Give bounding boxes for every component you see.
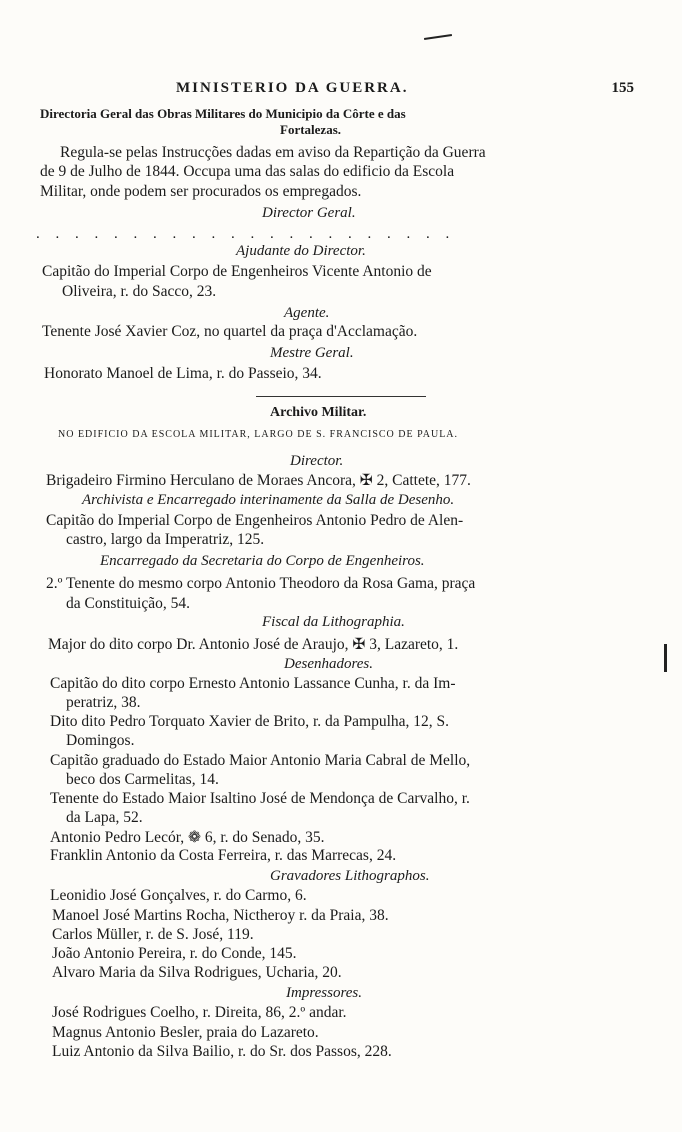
entry-text: Brigadeiro Firmino Herculano de Moraes Ancora, ✠ 2, Cattete, 177. (46, 472, 471, 489)
header-title: MINISTERIO DA GUERRA. (176, 80, 409, 96)
role-heading: Archivista e Encarregado interinamente da Salla de Desenho. (82, 492, 455, 508)
entry-text: Capitão graduado do Estado Maior Antonio Maria Cabral de Mello, (50, 752, 471, 769)
entry-text: João Antonio Pereira, r. do Conde, 145. (52, 945, 297, 962)
entry-text: José Rodrigues Coelho, r. Direita, 86, 2.º andar. (52, 1004, 347, 1021)
entry-text: Major do dito corpo Dr. Antonio José de Araujo, ✠ 3, Lazareto, 1. (48, 636, 459, 653)
role-heading: Ajudante do Director. (236, 243, 366, 259)
intro-text: de 9 de Julho de 1844. Occupa uma das salas do edificio da Escola (40, 163, 455, 180)
entry-text: Leonidio José Gonçalves, r. do Carmo, 6. (50, 887, 307, 904)
entry-text: Honorato Manoel de Lima, r. do Passeio, 34. (44, 365, 322, 382)
role-heading: Agente. (284, 305, 330, 321)
ink-scratch (424, 34, 452, 40)
entry-text: Dito dito Pedro Torquato Xavier de Brito, r. da Pampulha, 12, S. (50, 713, 449, 730)
entry-text: beco dos Carmelitas, 14. (66, 771, 219, 788)
role-heading: Encarregado da Secretaria do Corpo de Engenheiros. (100, 553, 425, 569)
intro-text: Militar, onde podem ser procurados os empregados. (40, 183, 362, 200)
entry-text: 2.º Tenente do mesmo corpo Antonio Theodoro da Rosa Gama, praça (46, 575, 476, 592)
role-heading: Director. (290, 453, 344, 469)
entry-text: Tenente do Estado Maior Isaltino José de Mendonça de Carvalho, r. (50, 790, 470, 807)
running-header (36, 80, 634, 100)
role-heading: Director Geral. (262, 205, 356, 221)
location-line: NO EDIFICIO DA ESCOLA MILITAR, LARGO DE S. FRANCISCO DE PAULA. (58, 429, 459, 440)
role-heading: Gravadores Lithographos. (270, 868, 430, 884)
entry-text: da Lapa, 52. (66, 809, 143, 826)
section-title: Directoria Geral das Obras Militares do Municipio da Côrte e das (40, 106, 406, 121)
margin-ink-mark (664, 644, 667, 672)
intro-text: Regula-se pelas Instrucções dadas em aviso da Repartição da Guerra (60, 144, 486, 161)
section-title-cont: Fortalezas. (280, 122, 342, 137)
role-heading: Fiscal da Lithographia. (262, 614, 405, 630)
entry-text: Manoel José Martins Rocha, Nictheroy r. da Praia, 38. (52, 907, 389, 924)
ellipsis-row: . . . . . . . . . . . . . . . . . . . . . . (36, 226, 456, 242)
role-heading: Impressores. (286, 985, 362, 1001)
entry-text: Antonio Pedro Lecór, ❁ 6, r. do Senado, 35. (50, 829, 325, 846)
entry-text: Magnus Antonio Besler, praia do Lazareto. (52, 1024, 319, 1041)
role-heading: Desenhadores. (284, 656, 374, 672)
entry-text: peratriz, 38. (66, 694, 141, 711)
section-divider (256, 396, 426, 397)
role-heading: Mestre Geral. (270, 345, 354, 361)
entry-text: Carlos Müller, r. de S. José, 119. (52, 926, 254, 943)
section-title: Archivo Militar. (270, 405, 367, 420)
entry-text: Capitão do Imperial Corpo de Engenheiros Vicente Antonio de (42, 263, 432, 280)
entry-text: Tenente José Xavier Coz, no quartel da praça d'Acclamação. (42, 323, 418, 340)
entry-text: Alvaro Maria da Silva Rodrigues, Ucharia, 20. (52, 964, 342, 981)
entry-text: Domingos. (66, 732, 135, 749)
entry-text: da Constituição, 54. (66, 595, 190, 612)
page-number: 155 (611, 80, 634, 96)
entry-text: Oliveira, r. do Sacco, 23. (62, 283, 217, 300)
entry-text: Capitão do Imperial Corpo de Engenheiros Antonio Pedro de Alen- (46, 512, 464, 529)
entry-text: Luiz Antonio da Silva Bailio, r. do Sr. dos Passos, 228. (52, 1043, 392, 1060)
entry-text: Franklin Antonio da Costa Ferreira, r. das Marrecas, 24. (50, 847, 397, 864)
entry-text: Capitão do dito corpo Ernesto Antonio Lassance Cunha, r. da Im- (50, 675, 456, 692)
entry-text: castro, largo da Imperatriz, 125. (66, 531, 265, 548)
